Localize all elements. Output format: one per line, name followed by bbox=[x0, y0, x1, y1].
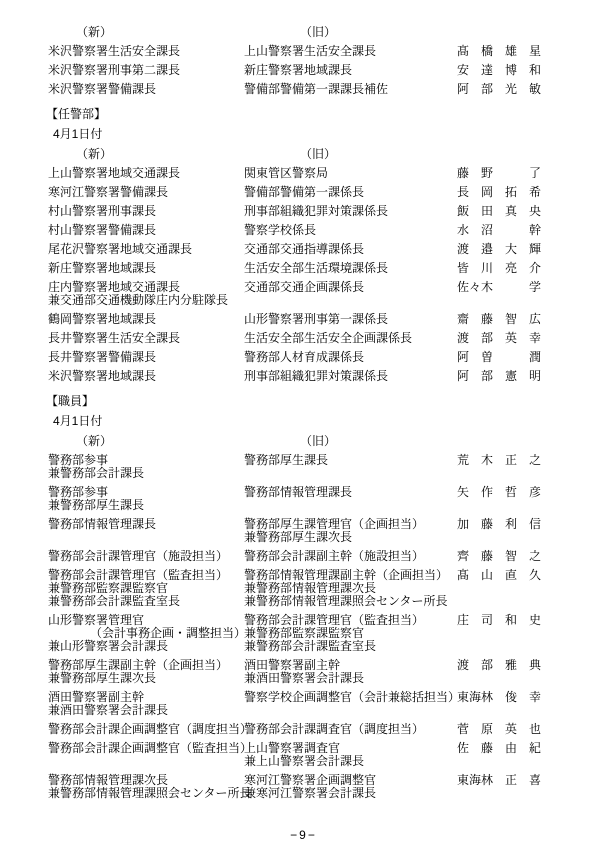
column-headers bbox=[48, 26, 589, 39]
position-line: 生活安全部生活環境課係長 bbox=[244, 261, 389, 275]
position-line: 警務部厚生課長 bbox=[244, 453, 329, 467]
position-line: 山形警察署管理官 bbox=[48, 613, 145, 627]
position-line: 兼警務部会計課監査室長 bbox=[244, 639, 377, 653]
person-name: 阿 部 光 敏 bbox=[457, 82, 542, 96]
old-position bbox=[244, 614, 457, 653]
person-name: 髙 山 直 久 bbox=[457, 568, 542, 582]
position-line: 新庄警察署地域課長 bbox=[244, 63, 353, 77]
personnel-row bbox=[48, 569, 589, 608]
person-name: 菅 原 英 也 bbox=[457, 722, 542, 736]
person-name: 藤 野 了 bbox=[457, 166, 542, 180]
person-name: 渡 部 英 幸 bbox=[457, 331, 542, 345]
position-line: 兼警務部厚生課次長 bbox=[48, 671, 157, 685]
position-line: 兼警務部情報管理課照会センター所長 bbox=[48, 786, 252, 800]
old-position bbox=[244, 742, 457, 768]
personnel-row bbox=[48, 167, 589, 180]
position-line: 警務部会計課企画調整官（監査担当） bbox=[48, 741, 253, 755]
position-line: 警務部会計課副主幹（施設担当） bbox=[244, 549, 425, 563]
position-line: 寒河江警察署警備課長 bbox=[48, 185, 169, 199]
person-name: 渡 部 雅 典 bbox=[457, 658, 542, 672]
position-line: 庄内警察署地域交通課長 bbox=[48, 280, 181, 294]
personnel-row bbox=[48, 659, 589, 685]
new-position bbox=[48, 262, 244, 275]
old-position bbox=[244, 262, 457, 275]
person-name: 庄 司 和 史 bbox=[457, 613, 542, 627]
personnel-row bbox=[48, 614, 589, 653]
personnel-row bbox=[48, 332, 589, 345]
person-name: 髙 橋 雄 星 bbox=[457, 44, 542, 58]
position-line: 兼交通部交通機動隊庄内分駐隊長 bbox=[48, 293, 229, 307]
position-line: 村山警察署警備課長 bbox=[48, 223, 157, 237]
new-position bbox=[48, 281, 244, 307]
old-position bbox=[244, 774, 457, 800]
position-line: 上山警察署生活安全課長 bbox=[244, 44, 377, 58]
new-position bbox=[48, 167, 244, 180]
position-line: 警察学校係長 bbox=[244, 223, 317, 237]
position-line: 長井警察署生活安全課長 bbox=[48, 331, 181, 345]
position-line: 尾花沢警察署地域交通課長 bbox=[48, 242, 193, 256]
old-position bbox=[244, 167, 457, 180]
personnel-row bbox=[48, 351, 589, 364]
person-name: 齊 藤 智 之 bbox=[457, 549, 542, 563]
new-position bbox=[48, 83, 244, 96]
column-header-old: （旧） bbox=[300, 147, 337, 161]
old-position bbox=[244, 45, 457, 58]
column-header-new: （新） bbox=[76, 147, 113, 161]
new-position bbox=[48, 332, 244, 345]
position-line: 警務部人材育成課係長 bbox=[244, 350, 365, 364]
position-line: 交通部交通企画課係長 bbox=[244, 280, 365, 294]
effective-date: 4月1日付 bbox=[53, 127, 103, 141]
position-line: 兼上山警察署会計課長 bbox=[244, 754, 365, 768]
personnel-section bbox=[48, 108, 589, 383]
position-line: 兼警務部厚生課長 bbox=[48, 498, 145, 512]
position-line: 上山警察署調査官 bbox=[244, 741, 341, 755]
new-position bbox=[48, 205, 244, 218]
position-line: 警務部会計課管理官（施設担当） bbox=[48, 549, 229, 563]
personnel-row bbox=[48, 45, 589, 58]
old-position bbox=[244, 224, 457, 237]
position-line: 交通部交通指導課係長 bbox=[244, 242, 365, 256]
personnel-row bbox=[48, 313, 589, 326]
position-line: 警務部情報管理課長 bbox=[244, 485, 353, 499]
position-line: 警務部情報管理課次長 bbox=[48, 773, 169, 787]
new-position bbox=[48, 613, 247, 653]
old-position bbox=[244, 313, 457, 326]
personnel-row bbox=[48, 742, 589, 768]
column-headers bbox=[48, 435, 589, 448]
old-position bbox=[244, 351, 457, 364]
personnel-row bbox=[48, 243, 589, 256]
rows-container bbox=[48, 167, 589, 383]
position-line: 警務部情報管理課副主幹（企画担当） bbox=[244, 568, 449, 582]
person-name: 阿 部 憲 明 bbox=[457, 369, 542, 383]
position-line: 警備部警備第一課係長 bbox=[244, 185, 365, 199]
person-name: 荒 木 正 之 bbox=[457, 453, 542, 467]
position-line: 新庄警察署地域課長 bbox=[48, 261, 157, 275]
person-name: 皆 川 亮 介 bbox=[457, 261, 542, 275]
position-line: 兼山形警察署会計課長 bbox=[48, 639, 169, 653]
new-position bbox=[48, 243, 244, 256]
position-line: 警務部厚生課副主幹（企画担当） bbox=[48, 658, 229, 672]
position-line: 警務部会計課企画調整官（調度担当） bbox=[48, 722, 253, 736]
person-name: 東海林 正 喜 bbox=[457, 773, 542, 787]
position-line: 兼警務部情報管理課照会センター所長 bbox=[244, 594, 448, 608]
personnel-row bbox=[48, 774, 589, 800]
old-position bbox=[244, 186, 457, 199]
old-position bbox=[244, 723, 457, 736]
position-line: 警務部会計課管理官（監査担当） bbox=[244, 613, 425, 627]
new-position bbox=[48, 454, 244, 480]
new-position bbox=[48, 486, 244, 512]
position-line: 警備部警備第一課課長補佐 bbox=[244, 82, 389, 96]
new-position bbox=[48, 351, 244, 364]
old-position bbox=[244, 370, 457, 383]
person-name: 加 藤 利 信 bbox=[457, 517, 542, 531]
effective-date: 4月1日付 bbox=[53, 414, 103, 428]
new-position bbox=[48, 741, 253, 755]
old-position bbox=[244, 486, 457, 499]
old-position bbox=[244, 332, 457, 345]
position-line: 長井警察署警備課長 bbox=[48, 350, 157, 364]
personnel-row bbox=[48, 370, 589, 383]
new-position bbox=[48, 569, 244, 608]
personnel-row bbox=[48, 224, 589, 237]
old-position bbox=[244, 690, 461, 704]
column-header-old: （旧） bbox=[300, 25, 337, 39]
old-position bbox=[244, 281, 457, 294]
person-name: 阿 曽 潤 bbox=[457, 350, 542, 364]
position-line: 鶴岡警察署地域課長 bbox=[48, 312, 157, 326]
new-position bbox=[48, 370, 244, 383]
old-position bbox=[244, 205, 457, 218]
position-line: 生活安全部生活安全企画課係長 bbox=[244, 331, 413, 345]
old-position bbox=[244, 83, 457, 96]
position-line: 警務部会計課調査官（調度担当） bbox=[244, 722, 425, 736]
position-line: 村山警察署刑事課長 bbox=[48, 204, 157, 218]
position-line: 刑事部組織犯罪対策課係長 bbox=[244, 204, 389, 218]
new-position bbox=[48, 45, 244, 58]
section-title: 【職員】 bbox=[46, 394, 95, 408]
rows-container bbox=[48, 454, 589, 800]
personnel-row bbox=[48, 454, 589, 480]
person-name: 安 達 博 和 bbox=[457, 63, 542, 77]
position-line: 兼警務部厚生課次長 bbox=[244, 530, 353, 544]
new-position bbox=[48, 64, 244, 77]
person-name: 齋 藤 智 広 bbox=[457, 312, 542, 326]
column-header-new: （新） bbox=[76, 25, 113, 39]
position-line: 寒河江警察署企画調整官 bbox=[244, 773, 377, 787]
position-line: 上山警察署地域交通課長 bbox=[48, 166, 181, 180]
position-line: 兼酒田警察署会計課長 bbox=[48, 703, 169, 717]
new-position bbox=[48, 691, 244, 717]
personnel-row bbox=[48, 64, 589, 77]
personnel-row bbox=[48, 550, 589, 563]
position-line: 刑事部組織犯罪対策課係長 bbox=[244, 369, 389, 383]
personnel-row bbox=[48, 518, 589, 544]
new-position bbox=[48, 518, 244, 531]
new-position bbox=[48, 722, 253, 736]
person-name: 飯 田 真 央 bbox=[457, 204, 542, 218]
person-name: 渡 邉 大 輝 bbox=[457, 242, 542, 256]
person-name: 長 岡 拓 希 bbox=[457, 185, 542, 199]
person-name: 矢 作 哲 彦 bbox=[457, 485, 542, 499]
sections-container bbox=[48, 26, 589, 800]
position-line: 兼警務部監察課監察官 bbox=[244, 626, 365, 640]
position-line: 兼寒河江警察署会計課長 bbox=[244, 786, 377, 800]
position-line: 兼警務部会計課監査室長 bbox=[48, 594, 181, 608]
personnel-row bbox=[48, 723, 589, 736]
position-line: 警務部情報管理課長 bbox=[48, 517, 157, 531]
old-position bbox=[244, 550, 457, 563]
person-name: 佐 藤 由 紀 bbox=[457, 741, 542, 755]
position-line: 米沢警察署地域課長 bbox=[48, 369, 157, 383]
page-number: −9− bbox=[290, 828, 317, 842]
old-position bbox=[244, 518, 457, 544]
column-header-old: （旧） bbox=[300, 434, 337, 448]
old-position bbox=[244, 569, 457, 608]
old-position bbox=[244, 64, 457, 77]
position-line: 兼警務部監察課監察官 bbox=[48, 581, 169, 595]
new-position bbox=[48, 313, 244, 326]
column-header-new: （新） bbox=[76, 434, 113, 448]
position-line: 米沢警察署警備課長 bbox=[48, 82, 157, 96]
personnel-row bbox=[48, 486, 589, 512]
person-name: 水 沼 幹 bbox=[457, 223, 542, 237]
position-line: 兼酒田警察署会計課長 bbox=[244, 671, 365, 685]
old-position bbox=[244, 243, 457, 256]
personnel-row bbox=[48, 83, 589, 96]
position-line: 酒田警察署副主幹 bbox=[244, 658, 341, 672]
new-position bbox=[48, 550, 244, 563]
position-line: 米沢警察署刑事第二課長 bbox=[48, 63, 181, 77]
position-line: 警務部厚生課管理官（企画担当） bbox=[244, 517, 425, 531]
position-line: 警務部参事 bbox=[48, 453, 109, 467]
new-position bbox=[48, 773, 252, 800]
personnel-row bbox=[48, 262, 589, 275]
position-line: 関東管区警察局 bbox=[244, 166, 329, 180]
person-name: 佐々木 学 bbox=[457, 280, 542, 294]
position-line: 警務部参事 bbox=[48, 485, 109, 499]
rows-container bbox=[48, 45, 589, 96]
position-line: （会計事務企画・調整担当） bbox=[48, 626, 247, 640]
personnel-row bbox=[48, 205, 589, 218]
column-headers bbox=[48, 148, 589, 161]
position-line: 酒田警察署副主幹 bbox=[48, 690, 145, 704]
personnel-row bbox=[48, 186, 589, 199]
old-position bbox=[244, 454, 457, 467]
section-title: 【任警部】 bbox=[46, 107, 107, 121]
personnel-section bbox=[48, 395, 589, 800]
position-line: 兼警務部会計課長 bbox=[48, 466, 145, 480]
old-position bbox=[244, 659, 457, 685]
personnel-row bbox=[48, 281, 589, 307]
position-line: 警務部会計課管理官（監査担当） bbox=[48, 568, 229, 582]
person-name: 東海林 俊 幸 bbox=[457, 690, 542, 704]
new-position bbox=[48, 659, 244, 685]
new-position bbox=[48, 224, 244, 237]
position-line: 山形警察署刑事第一課係長 bbox=[244, 312, 389, 326]
personnel-row bbox=[48, 691, 589, 717]
new-position bbox=[48, 186, 244, 199]
personnel-section bbox=[48, 26, 589, 96]
position-line: 警察学校企画調整官（会計兼総括担当） bbox=[244, 690, 461, 704]
position-line: 兼警務部情報管理課次長 bbox=[244, 581, 377, 595]
position-line: 米沢警察署生活安全課長 bbox=[48, 44, 181, 58]
